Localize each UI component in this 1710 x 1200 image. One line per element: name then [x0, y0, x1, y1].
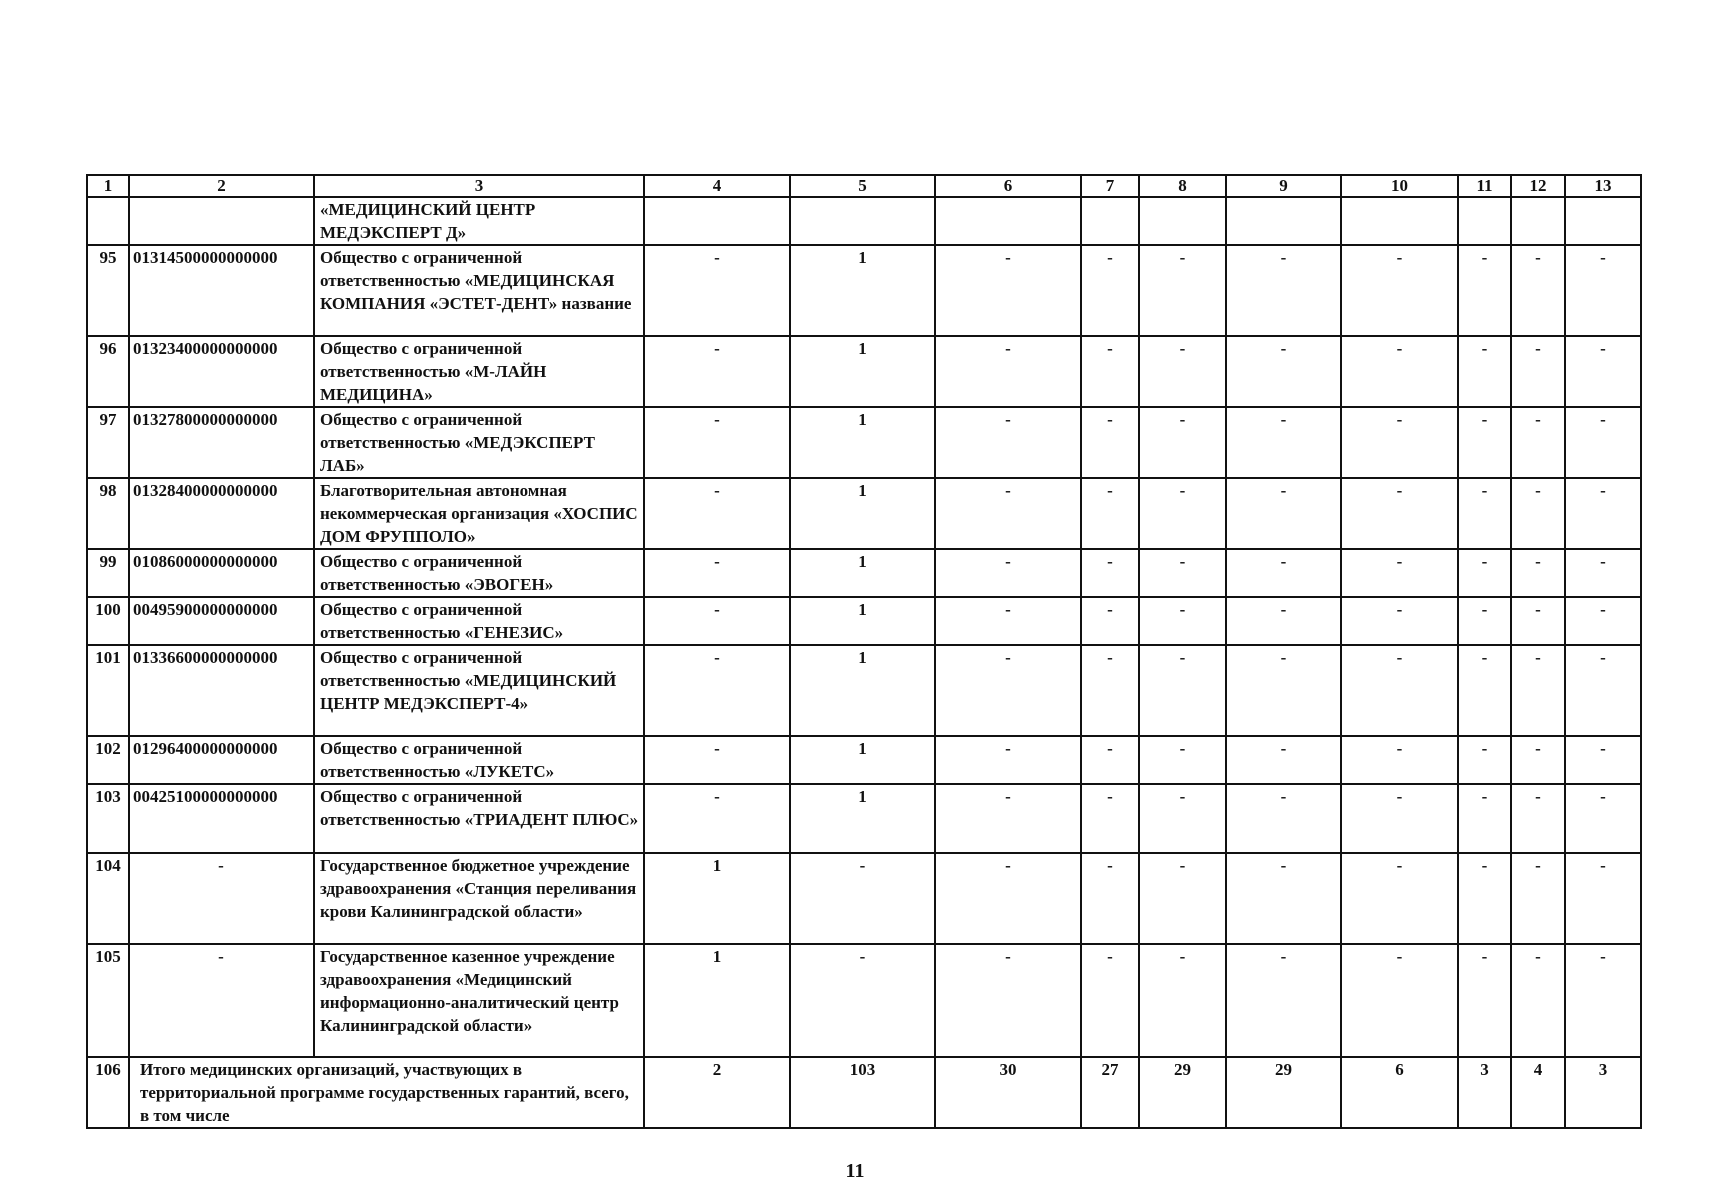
registry-code-cell: 01336600000000000: [129, 645, 314, 736]
registry-code-cell: 01086000000000000: [129, 549, 314, 597]
total-value-cell: 3: [1458, 1057, 1511, 1128]
value-cell: -: [1511, 549, 1565, 597]
value-cell: -: [1565, 736, 1641, 784]
value-cell: -: [935, 245, 1081, 336]
row-number-cell: 101: [87, 645, 129, 736]
value-cell: -: [1081, 784, 1139, 853]
value-cell: 1: [790, 336, 935, 407]
value-cell: -: [1226, 944, 1341, 1057]
row-number-cell: 104: [87, 853, 129, 944]
value-cell: [1081, 197, 1139, 245]
value-cell: -: [1081, 645, 1139, 736]
registry-code-cell: 00425100000000000: [129, 784, 314, 853]
table-row: [87, 784, 1641, 853]
table-row: [87, 478, 1641, 549]
value-cell: -: [1511, 944, 1565, 1057]
value-cell: [1226, 197, 1341, 245]
value-cell: -: [1139, 478, 1226, 549]
organization-name-cell: Государственное казенное учреждение здравоохранения «Медицинский информационно-аналитический центр Калининградской области»: [314, 944, 644, 1057]
row-number-cell: 106: [87, 1057, 129, 1128]
value-cell: -: [1511, 784, 1565, 853]
value-cell: -: [1081, 336, 1139, 407]
value-cell: -: [1081, 853, 1139, 944]
total-value-cell: 27: [1081, 1057, 1139, 1128]
registry-code-cell: -: [129, 853, 314, 944]
value-cell: -: [790, 853, 935, 944]
value-cell: -: [1565, 597, 1641, 645]
row-number-cell: [87, 197, 129, 245]
organization-name-cell: Государственное бюджетное учреждение здравоохранения «Станция переливания крови Калининградской области»: [314, 853, 644, 944]
value-cell: -: [644, 645, 790, 736]
value-cell: 1: [790, 407, 935, 478]
column-number-header: 3: [314, 175, 644, 197]
table-row: [87, 549, 1641, 597]
column-number-header: 7: [1081, 175, 1139, 197]
organization-name-cell: Общество с ограниченной ответственностью «МЕДИЦИНСКАЯ КОМПАНИЯ «ЭСТЕТ-ДЕНТ» название: [314, 245, 644, 336]
value-cell: -: [1511, 407, 1565, 478]
page-number: 11: [845, 1160, 865, 1182]
registry-code-cell: 01296400000000000: [129, 736, 314, 784]
row-number-cell: 98: [87, 478, 129, 549]
value-cell: -: [644, 597, 790, 645]
value-cell: -: [1081, 478, 1139, 549]
value-cell: -: [1458, 853, 1511, 944]
value-cell: -: [935, 478, 1081, 549]
table-row-continuation: [87, 197, 1641, 245]
value-cell: -: [1458, 597, 1511, 645]
value-cell: -: [1226, 478, 1341, 549]
value-cell: -: [1226, 736, 1341, 784]
column-number-header: 8: [1139, 175, 1226, 197]
row-number-cell: 103: [87, 784, 129, 853]
value-cell: -: [1081, 736, 1139, 784]
registry-code-cell: 01328400000000000: [129, 478, 314, 549]
column-number-header: 2: [129, 175, 314, 197]
registry-code-cell: [129, 197, 314, 245]
value-cell: -: [1081, 549, 1139, 597]
table-row: [87, 597, 1641, 645]
value-cell: -: [1565, 549, 1641, 597]
value-cell: -: [935, 944, 1081, 1057]
value-cell: 1: [790, 736, 935, 784]
value-cell: -: [1341, 478, 1458, 549]
value-cell: -: [1081, 597, 1139, 645]
value-cell: -: [1081, 407, 1139, 478]
value-cell: 1: [790, 478, 935, 549]
value-cell: [644, 197, 790, 245]
value-cell: -: [1139, 549, 1226, 597]
value-cell: -: [1565, 407, 1641, 478]
value-cell: -: [935, 645, 1081, 736]
value-cell: -: [1341, 944, 1458, 1057]
value-cell: [1341, 197, 1458, 245]
column-number-header: 9: [1226, 175, 1341, 197]
value-cell: -: [1341, 853, 1458, 944]
value-cell: -: [1139, 853, 1226, 944]
value-cell: -: [1341, 245, 1458, 336]
value-cell: [1458, 197, 1511, 245]
value-cell: -: [1511, 336, 1565, 407]
value-cell: -: [1341, 736, 1458, 784]
column-number-header: 12: [1511, 175, 1565, 197]
value-cell: -: [1511, 853, 1565, 944]
value-cell: -: [1341, 407, 1458, 478]
value-cell: -: [935, 736, 1081, 784]
value-cell: -: [1139, 736, 1226, 784]
value-cell: -: [1226, 853, 1341, 944]
value-cell: -: [790, 944, 935, 1057]
value-cell: -: [1226, 784, 1341, 853]
value-cell: -: [1565, 645, 1641, 736]
value-cell: -: [644, 736, 790, 784]
value-cell: 1: [790, 245, 935, 336]
column-number-header: 10: [1341, 175, 1458, 197]
organization-name-cell: Общество с ограниченной ответственностью «ЛУКЕТС»: [314, 736, 644, 784]
value-cell: -: [1565, 245, 1641, 336]
value-cell: -: [1341, 645, 1458, 736]
value-cell: -: [1139, 245, 1226, 336]
organization-name-cell: Общество с ограниченной ответственностью «ТРИАДЕНТ ПЛЮС»: [314, 784, 644, 853]
organization-name-cell: Благотворительная автономная некоммерческая организация «ХОСПИС ДОМ ФРУППОЛО»: [314, 478, 644, 549]
value-cell: -: [1226, 549, 1341, 597]
value-cell: [1511, 197, 1565, 245]
organization-name-cell: «МЕДИЦИНСКИЙ ЦЕНТР МЕДЭКСПЕРТ Д»: [314, 197, 644, 245]
organization-name-cell: Общество с ограниченной ответственностью «МЕДЭКСПЕРТ ЛАБ»: [314, 407, 644, 478]
organization-name-cell: Общество с ограниченной ответственностью «ГЕНЕЗИС»: [314, 597, 644, 645]
value-cell: -: [1565, 853, 1641, 944]
total-value-cell: 6: [1341, 1057, 1458, 1128]
value-cell: -: [1458, 944, 1511, 1057]
value-cell: 1: [790, 549, 935, 597]
value-cell: -: [1458, 407, 1511, 478]
value-cell: -: [935, 549, 1081, 597]
column-number-header: 6: [935, 175, 1081, 197]
value-cell: -: [1511, 478, 1565, 549]
value-cell: -: [935, 784, 1081, 853]
registry-code-cell: -: [129, 944, 314, 1057]
organization-name-cell: Общество с ограниченной ответственностью «ЭВОГЕН»: [314, 549, 644, 597]
table-row: [87, 336, 1641, 407]
value-cell: -: [1511, 597, 1565, 645]
value-cell: -: [1139, 645, 1226, 736]
value-cell: -: [1565, 784, 1641, 853]
total-value-cell: 29: [1139, 1057, 1226, 1128]
value-cell: -: [644, 549, 790, 597]
total-value-cell: 2: [644, 1057, 790, 1128]
value-cell: -: [1511, 245, 1565, 336]
value-cell: -: [1458, 784, 1511, 853]
value-cell: -: [1226, 597, 1341, 645]
organizations-table: [86, 174, 1642, 1129]
value-cell: -: [1341, 549, 1458, 597]
value-cell: -: [1139, 944, 1226, 1057]
value-cell: -: [1139, 336, 1226, 407]
column-number-header: 13: [1565, 175, 1641, 197]
value-cell: 1: [644, 944, 790, 1057]
value-cell: -: [935, 597, 1081, 645]
table-header-row: [87, 175, 1641, 197]
column-number-header: 4: [644, 175, 790, 197]
table-row-total: [87, 1057, 1641, 1128]
value-cell: -: [935, 853, 1081, 944]
value-cell: -: [1226, 645, 1341, 736]
table-row: [87, 245, 1641, 336]
organization-name-cell: Общество с ограниченной ответственностью «МЕДИЦИНСКИЙ ЦЕНТР МЕДЭКСПЕРТ-4»: [314, 645, 644, 736]
total-value-cell: 4: [1511, 1057, 1565, 1128]
organization-name-cell: Общество с ограниченной ответственностью «М-ЛАЙН МЕДИЦИНА»: [314, 336, 644, 407]
value-cell: -: [1139, 784, 1226, 853]
registry-code-cell: 01314500000000000: [129, 245, 314, 336]
row-number-cell: 97: [87, 407, 129, 478]
row-number-cell: 100: [87, 597, 129, 645]
table-row: [87, 407, 1641, 478]
value-cell: -: [1139, 407, 1226, 478]
value-cell: -: [1081, 944, 1139, 1057]
value-cell: 1: [790, 645, 935, 736]
total-value-cell: 30: [935, 1057, 1081, 1128]
value-cell: -: [1341, 784, 1458, 853]
table-row: [87, 736, 1641, 784]
value-cell: [935, 197, 1081, 245]
table-row: [87, 944, 1641, 1057]
row-number-cell: 95: [87, 245, 129, 336]
value-cell: -: [644, 784, 790, 853]
total-value-cell: 3: [1565, 1057, 1641, 1128]
value-cell: -: [1565, 336, 1641, 407]
row-number-cell: 99: [87, 549, 129, 597]
row-number-cell: 96: [87, 336, 129, 407]
value-cell: -: [1341, 597, 1458, 645]
value-cell: -: [1511, 645, 1565, 736]
table-row: [87, 853, 1641, 944]
column-number-header: 11: [1458, 175, 1511, 197]
row-number-cell: 105: [87, 944, 129, 1057]
value-cell: -: [644, 478, 790, 549]
value-cell: [790, 197, 935, 245]
value-cell: -: [1565, 478, 1641, 549]
value-cell: [1139, 197, 1226, 245]
value-cell: -: [1341, 336, 1458, 407]
registry-code-cell: 01327800000000000: [129, 407, 314, 478]
total-label-cell: Итого медицинских организаций, участвующих в территориальной программе государственных гарантий, всего, в том числе: [129, 1057, 644, 1128]
column-number-header: 1: [87, 175, 129, 197]
table-row: [87, 645, 1641, 736]
value-cell: -: [1511, 736, 1565, 784]
value-cell: -: [1458, 549, 1511, 597]
value-cell: -: [644, 336, 790, 407]
value-cell: -: [935, 407, 1081, 478]
value-cell: -: [1458, 245, 1511, 336]
value-cell: -: [1226, 336, 1341, 407]
column-number-header: 5: [790, 175, 935, 197]
value-cell: 1: [790, 784, 935, 853]
value-cell: -: [644, 407, 790, 478]
value-cell: -: [1226, 407, 1341, 478]
value-cell: -: [1139, 597, 1226, 645]
value-cell: -: [1226, 245, 1341, 336]
value-cell: -: [1458, 645, 1511, 736]
value-cell: -: [935, 336, 1081, 407]
total-value-cell: 29: [1226, 1057, 1341, 1128]
value-cell: -: [1458, 478, 1511, 549]
value-cell: -: [1458, 336, 1511, 407]
registry-code-cell: 00495900000000000: [129, 597, 314, 645]
registry-code-cell: 01323400000000000: [129, 336, 314, 407]
value-cell: 1: [790, 597, 935, 645]
total-value-cell: 103: [790, 1057, 935, 1128]
value-cell: -: [1081, 245, 1139, 336]
value-cell: 1: [644, 853, 790, 944]
row-number-cell: 102: [87, 736, 129, 784]
value-cell: -: [1565, 944, 1641, 1057]
value-cell: -: [1458, 736, 1511, 784]
value-cell: [1565, 197, 1641, 245]
value-cell: -: [644, 245, 790, 336]
